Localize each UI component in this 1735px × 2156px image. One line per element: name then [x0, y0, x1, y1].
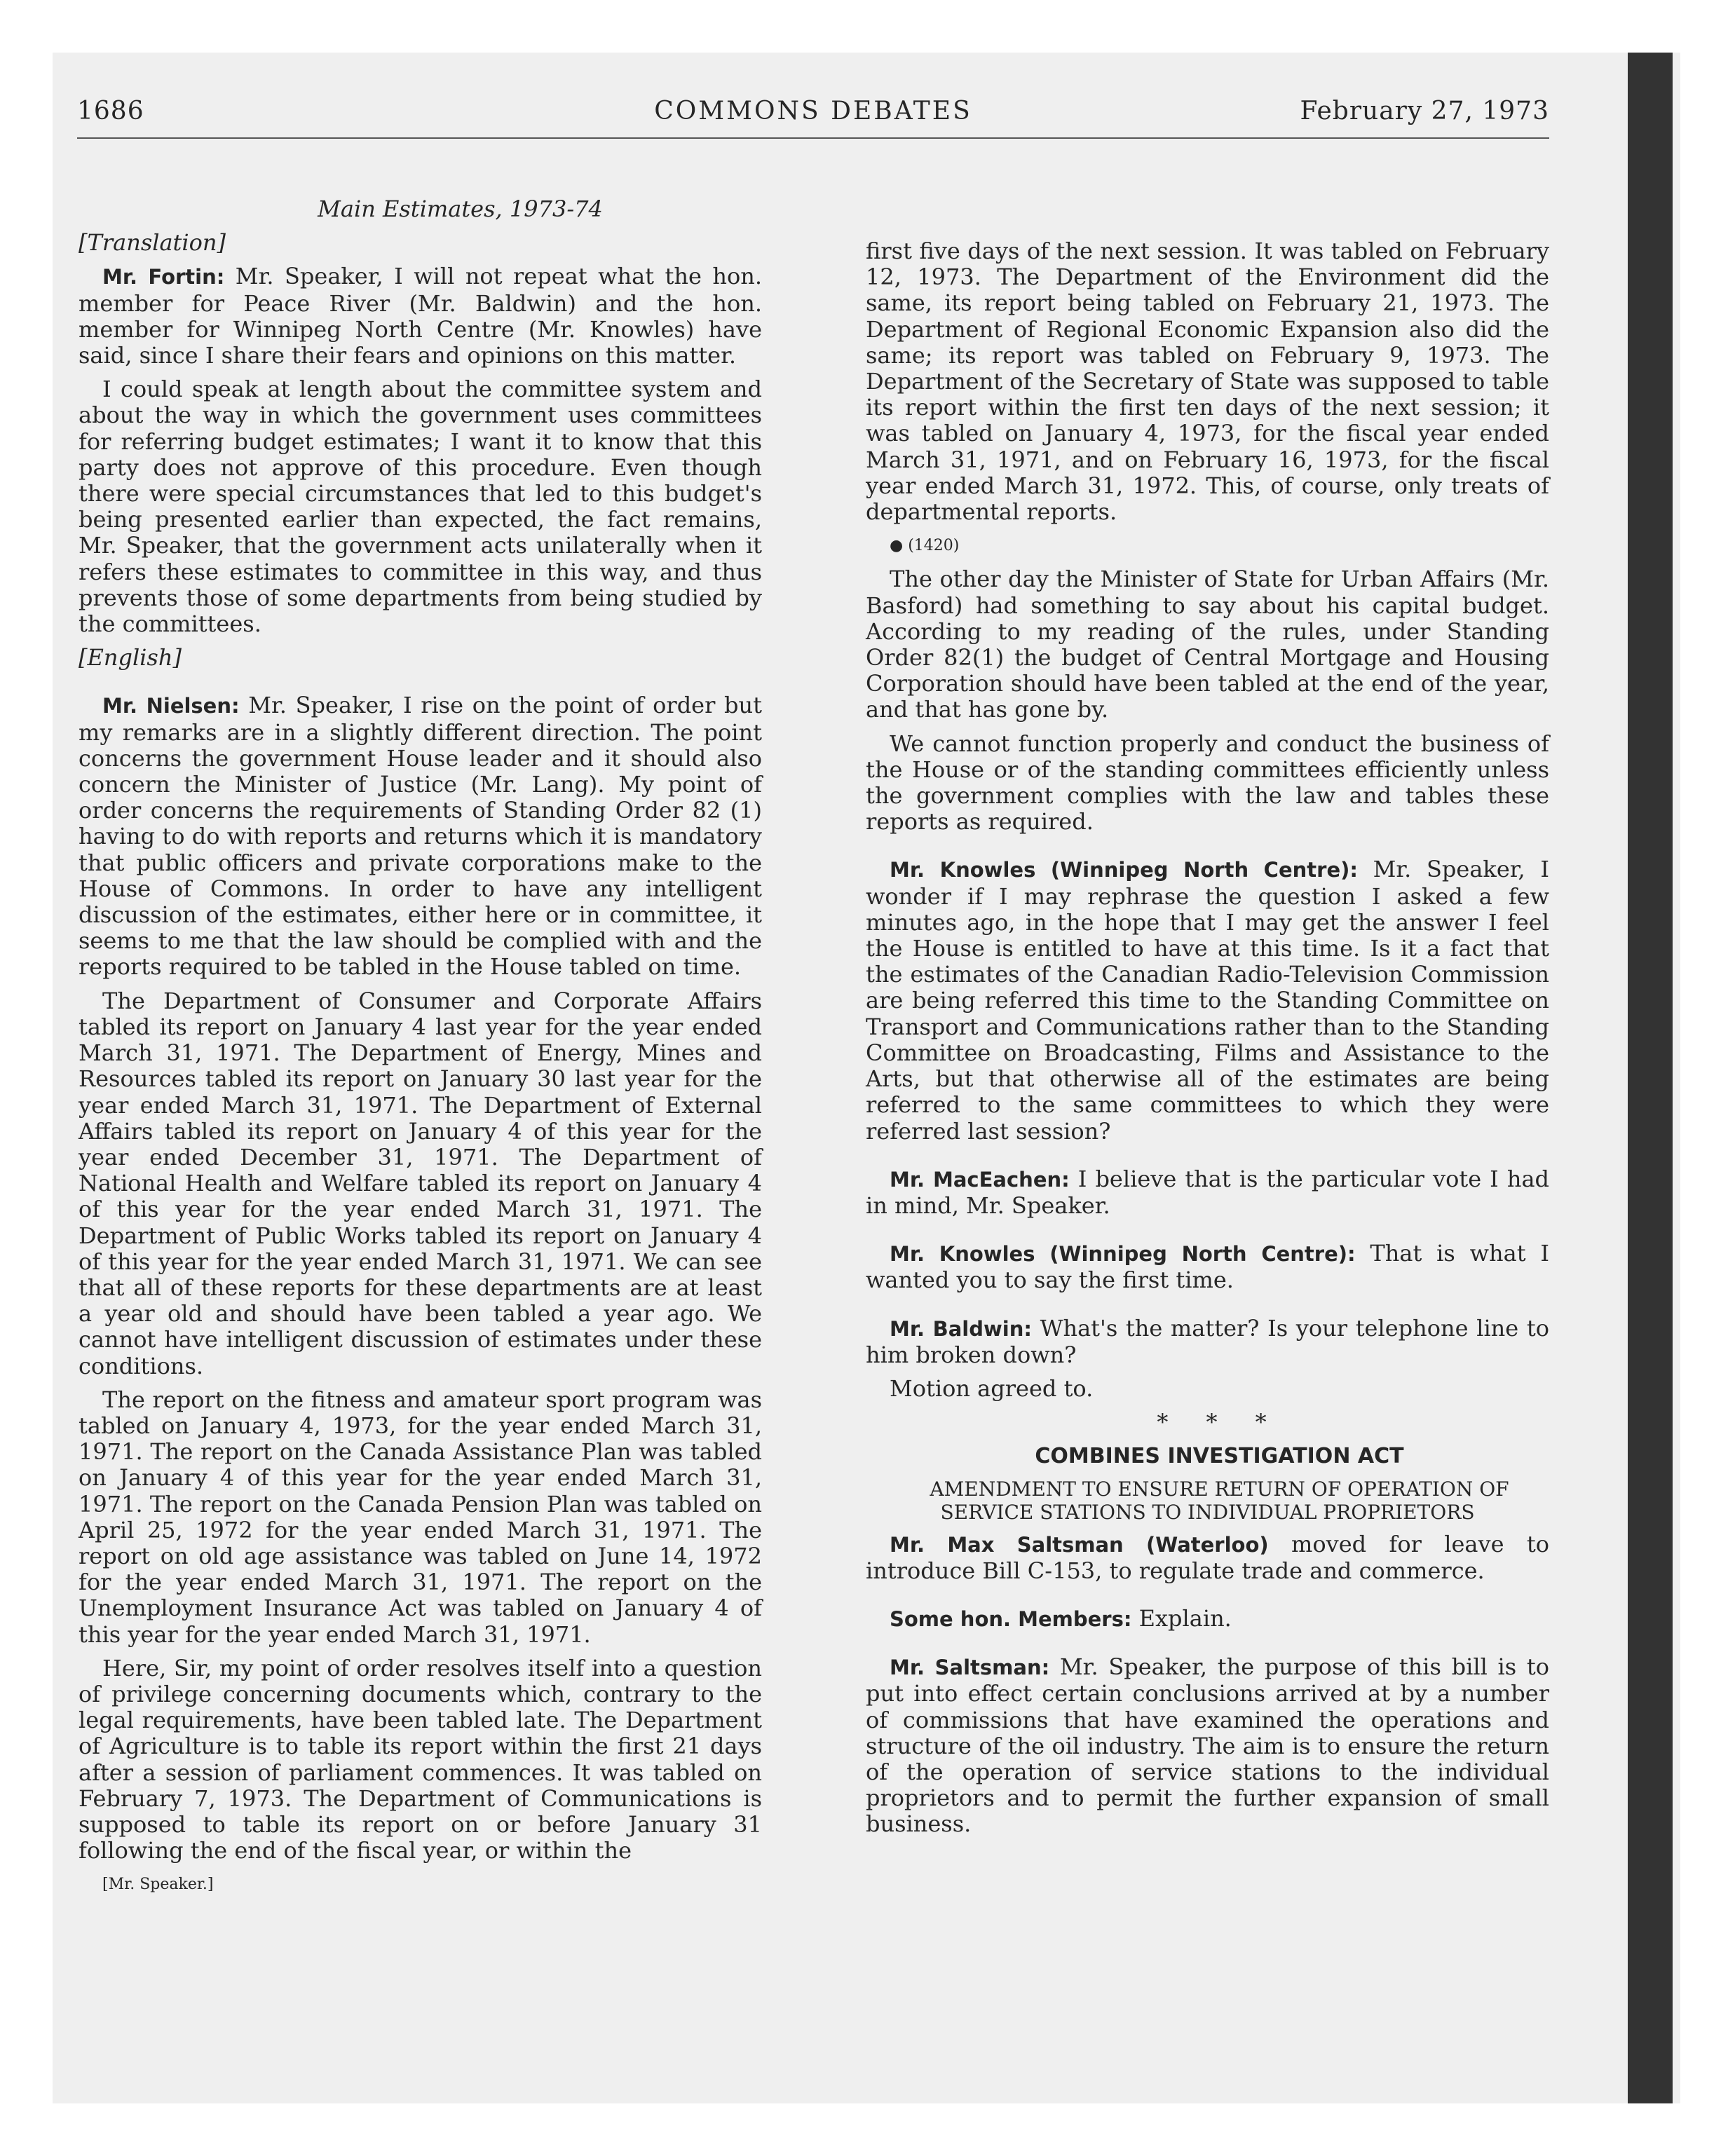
subheading: Main Estimates, 1973-74	[318, 196, 603, 222]
paragraph	[866, 857, 1549, 1144]
paragraph: The report on the fitness and amateur sport program was tabled on January 4, 1973, for the year ended March 31, 1971. The report on the Canada Assistance Plan was tabled on January 4 of this year for the year ended March 31, 1971. The report on the Canada Pension Plan was tabled on April 25, 1972 for the year ended March 31, 1971. The report on old age assistance was tabled on June 14, 1972 for the year ended March 31, 1971. The report on the Unemployment Insurance Act was tabled on January 4 of this year for the year ended March 31, 1971.	[79, 1386, 762, 1648]
speaker-name: Mr. Knowles (Winnipeg North Centre):	[890, 1242, 1356, 1267]
time-marker: ● (1420)	[890, 537, 960, 555]
speech-text: moved for leave to introduce Bill C-153, to regulate trade and commerce.	[866, 1530, 1549, 1584]
page-header	[77, 91, 1549, 139]
paragraph: We cannot function properly and conduct the business of the House or of the standing committees efficiently unless the government complies with the law and tables these reports as required.	[866, 730, 1549, 835]
paragraph: The other day the Minister of State for Urban Affairs (Mr. Basford) had something to say about his capital budget. According to my reading of the rules, under Standing Order 82(1) the budget of Central Mortgage and Housing Corporation should have been tabled at the end of the year, and that has gone by.	[866, 566, 1549, 723]
paragraph	[866, 1654, 1549, 1837]
paragraph: Motion agreed to.	[890, 1374, 1094, 1402]
paragraph: first five days of the next session. It was tabled on February 12, 1973. The Department of the Environment did the same, its report being tabled on February 21, 1973. The Department of Regional Economic Expansion also did the same; its report was tabled on February 9, 1973. The Department of the Secretary of State was supposed to table its report within the first ten days of the next session; it was tabled on January 4, 1973, for the fiscal year ended March 31, 1971, and on February 16, 1973, for the fiscal year ended March 31, 1972. This, of course, only treats of departmental reports.	[866, 238, 1549, 526]
speech-text: Mr. Speaker, I wonder if I may rephrase the question I asked a few minutes ago, in the hope that I may get the answer I feel the House is entitled to have at this time. Is it a fact that the estimates of the Canadian Radio-Television Commission are being referred this time to the Standing Committee on Transport and Communications rather than to the Standing Committee on Broadcasting, Films and Assistance to the Arts, but that otherwise all of the estimates are being referred to the same committees to which they were referred last session?	[866, 856, 1550, 1145]
speaker-name: Mr. Baldwin:	[890, 1316, 1032, 1341]
right-column	[866, 238, 1549, 1845]
speech-text: I believe that is the particular vote I had in mind, Mr. Speaker.	[866, 1165, 1550, 1219]
section-title: COMBINES INVESTIGATION ACT	[1035, 1444, 1404, 1469]
paragraph	[866, 1241, 1549, 1293]
page-date: February 27, 1973	[1300, 97, 1549, 125]
speech-text: That is what I wanted you to say the first time.	[866, 1240, 1550, 1294]
speaker-name: Mr. Nielsen:	[102, 694, 240, 718]
speech-text: Mr. Speaker, I will not repeat what the hon. member for Peace River (Mr. Baldwin) and the hon. member for Winnipeg North Centre (Mr. Knowles) have said, since I share their fears and opinions on this matter.	[79, 263, 763, 369]
speaker-name: Mr. Max Saltsman (Waterloo)	[890, 1532, 1269, 1557]
paragraph	[866, 1606, 1549, 1632]
left-column	[79, 196, 762, 1906]
speaker-name: Some hon. Members:	[890, 1606, 1132, 1631]
speech-text: What's the matter? Is your telephone line to him broken down?	[866, 1314, 1549, 1368]
speech-text: Mr. Speaker, the purpose of this bill is to put into effect certain conclusions arrived at by a number of commissions that have examined the operations and structure of the oil industry. The aim is to ensure the return of the operation of service stations to the individual proprietors and to permit the further expansion of small business.	[866, 1653, 1549, 1838]
scan-edge-bar	[1628, 53, 1673, 2103]
speaker-name: Mr. Fortin:	[102, 265, 225, 289]
speaker-name: Mr. Knowles (Winnipeg North Centre):	[890, 858, 1358, 882]
language-label-translation: [Translation]	[79, 229, 226, 257]
paragraph	[866, 1166, 1549, 1219]
paragraph	[79, 692, 762, 980]
language-label-english: [English]	[79, 644, 182, 671]
section-subtitle: AMENDMENT TO ENSURE RETURN OF OPERATION OF SERVICE STATIONS TO INDIVIDUAL PROPRIETORS	[930, 1477, 1509, 1524]
speaker-name: Mr. MacEachen:	[890, 1167, 1070, 1192]
footer-speaker-label: [Mr. Speaker.]	[102, 1876, 214, 1894]
speech-text: Explain.	[1131, 1604, 1232, 1632]
paragraph	[866, 1316, 1549, 1368]
page-number: 1686	[77, 97, 144, 125]
speech-text: Mr. Speaker, I rise on the point of order but my remarks are in a slightly different direction. The point concerns the government House leader and it should also concern the Minister of Justice (Mr. Lang). My point of order concerns the requirements of Standing Order 82 (1) having to do with reports and returns which it is mandatory that public officers and private corporations make to the House of Commons. In order to have any intelligent discussion of the estimates, either here or in committee, it seems to me that the law should be complied with and the reports required to be tabled in the House tabled on time.	[79, 692, 763, 981]
paragraph: Here, Sir, my point of order resolves itself into a question of privilege concerning documents which, contrary to the legal requirements, have been tabled late. The Department of Agriculture is to table its report within the first 21 days after a session of parliament commences. It was tabled on February 7, 1973. The Department of Communications is supposed to table its report on or before January 31 following the end of the fiscal year, or within the	[79, 1654, 762, 1864]
paragraph	[866, 1531, 1549, 1584]
paragraph	[79, 264, 762, 369]
paragraph: The Department of Consumer and Corporate Affairs tabled its report on January 4 last year for the year ended March 31, 1971. The Department of Energy, Mines and Resources tabled its report on January 30 last year for the year ended March 31, 1971. The Department of External Affairs tabled its report on January 4 of this year for the year ended December 31, 1971. The Department of National Health and Welfare tabled its report on January 4 of this year for the year ended March 31, 1971. The Department of Public Works tabled its report on January 4 of this year for the year ended March 31, 1971. We can see that all of these reports for these departments are at least a year old and should have been tabled a year ago. We cannot have intelligent discussion of estimates under these conditions.	[79, 987, 762, 1379]
paragraph: I could speak at length about the committee system and about the way in which the government uses committees for referring budget estimates; I want it to know that this party does not approve of this procedure. Even though there were special circumstances that led to this budget's being presented earlier than expected, the fact remains, Mr. Speaker, that the government acts unilaterally when it refers these estimates to committee in this way, and thus prevents those of some departments from being studied by the committees.	[79, 376, 762, 638]
publication-title: COMMONS DEBATES	[654, 97, 972, 125]
section-separator: * * *	[1157, 1409, 1282, 1436]
speaker-name: Mr. Saltsman:	[890, 1656, 1050, 1680]
